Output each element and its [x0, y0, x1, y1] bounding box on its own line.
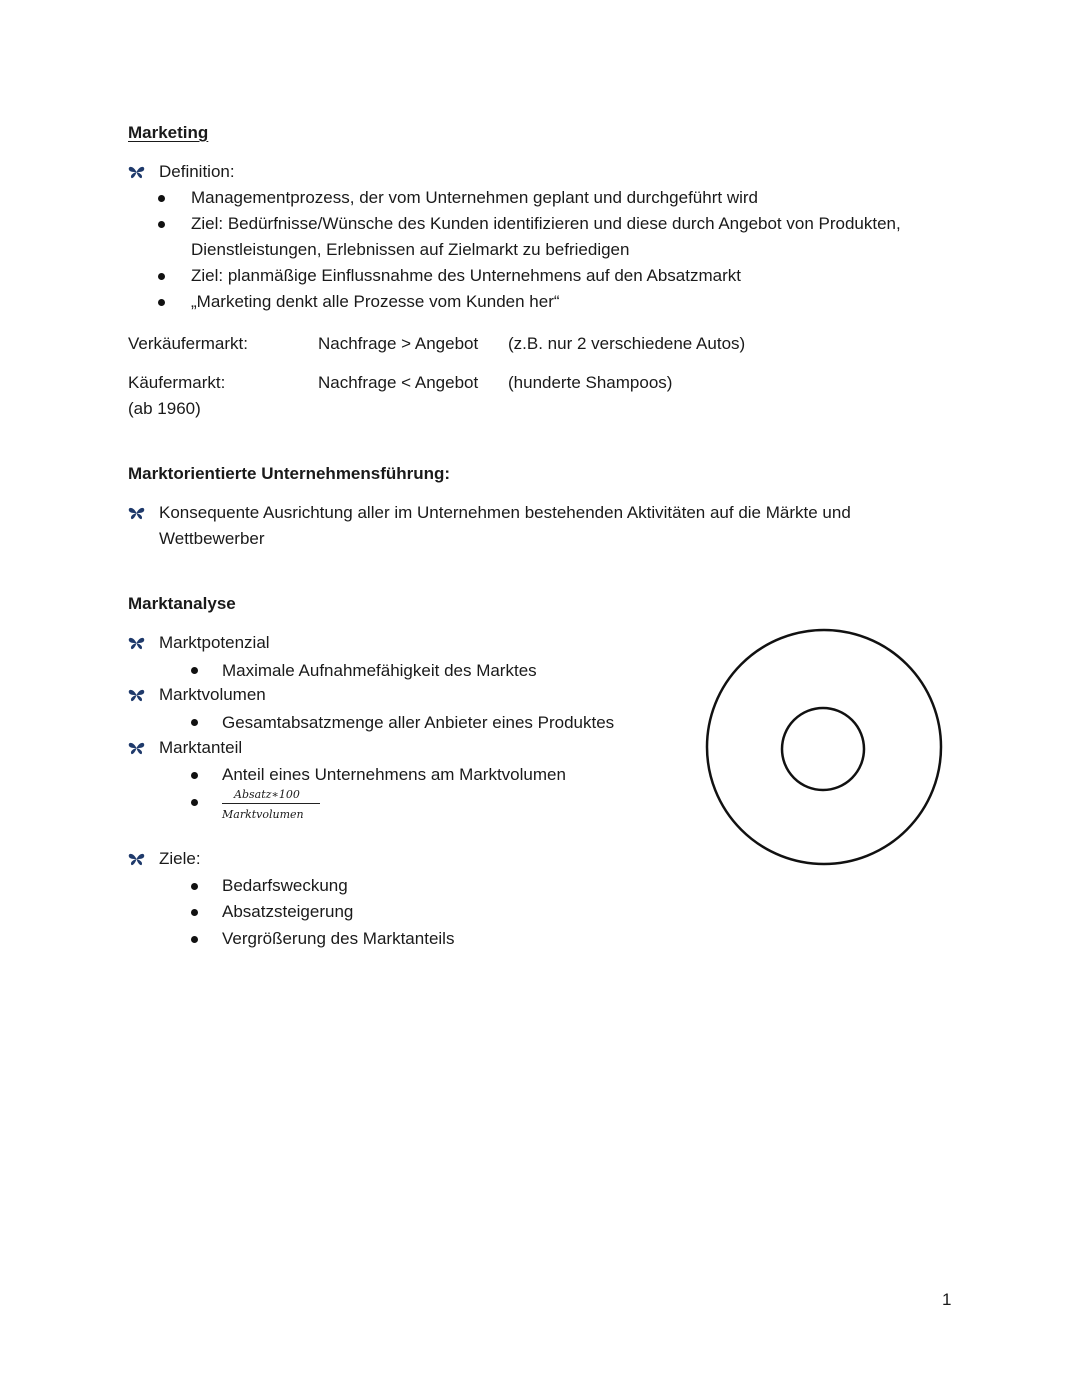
- ziele-bullet-2: Absatzsteigerung: [222, 902, 354, 921]
- ziele-bullet-3: Vergrößerung des Marktanteils: [222, 929, 455, 948]
- page-number: 1: [942, 1290, 952, 1309]
- definition-bullet-2-cont: Dienstleistungen, Erlebnissen auf Zielmarkt zu befriedigen: [191, 240, 630, 259]
- definition-bullet-1: Managementprozess, der vom Unternehmen geplant und durchgeführt wird: [191, 188, 758, 207]
- kaeufermarkt-example: (hunderte Shampoos): [508, 373, 673, 392]
- butterfly-bullet-icon: [128, 852, 145, 866]
- kaeufermarkt-label: Käufermarkt:: [128, 373, 226, 392]
- bullet-dot: [191, 772, 198, 779]
- marktpotenzial-label: Marktpotenzial: [159, 633, 270, 652]
- definition-label: Definition:: [159, 162, 235, 181]
- bullet-dot: [158, 221, 165, 228]
- marktanteil-bullet: Anteil eines Unternehmens am Marktvolumen: [222, 765, 566, 784]
- bullet-dot: [191, 799, 198, 806]
- ziele-label: Ziele:: [159, 849, 201, 868]
- butterfly-bullet-icon: [128, 636, 145, 650]
- verkaeufermarkt-relation: Nachfrage > Angebot: [318, 334, 479, 353]
- verkaeufermarkt-label: Verkäufermarkt:: [128, 334, 248, 353]
- definition-bullet-3: Ziel: planmäßige Einflussnahme des Unternehmens auf den Absatzmarkt: [191, 266, 741, 285]
- verkaeufermarkt-example: (z.B. nur 2 verschiedene Autos): [508, 334, 746, 353]
- butterfly-bullet-icon: [128, 688, 145, 702]
- kaeufermarkt-relation: Nachfrage < Angebot: [318, 373, 479, 392]
- bullet-dot: [191, 936, 198, 943]
- marktorientierte-text-2: Wettbewerber: [159, 529, 265, 548]
- butterfly-bullet-icon: [128, 741, 145, 755]
- marktpotenzial-bullet: Maximale Aufnahmefähigkeit des Marktes: [222, 661, 537, 680]
- butterfly-bullet-icon: [128, 165, 145, 179]
- definition-bullet-2: Ziel: Bedürfnisse/Wünsche des Kunden identifizieren und diese durch Angebot von Produkten,: [191, 214, 901, 233]
- ziele-bullet-1: Bedarfsweckung: [222, 876, 348, 895]
- bullet-dot: [191, 667, 198, 674]
- outer-circle-marktpotenzial: [707, 630, 941, 864]
- bullet-dot: [158, 299, 165, 306]
- marktanteil-label: Marktanteil: [159, 738, 243, 757]
- inner-circle-marktvolumen: [782, 708, 864, 790]
- bullet-dot: [158, 273, 165, 280]
- heading-marktorientierte: Marktorientierte Unternehmensführung:: [128, 464, 451, 483]
- heading-marketing: Marketing: [128, 123, 209, 142]
- marktvolumen-bullet: Gesamtabsatzmenge aller Anbieter eines Produktes: [222, 713, 615, 732]
- bullet-dot: [191, 883, 198, 890]
- bullet-dot: [191, 909, 198, 916]
- butterfly-bullet-icon: [128, 506, 145, 520]
- marktorientierte-text-1: Konsequente Ausrichtung aller im Unternehmen bestehenden Aktivitäten auf die Märkte und: [159, 503, 851, 522]
- kaeufermarkt-sub: (ab 1960): [128, 399, 201, 418]
- marktvolumen-label: Marktvolumen: [159, 685, 266, 704]
- bullet-dot: [191, 719, 198, 726]
- bullet-dot: [158, 195, 165, 202]
- formula-denominator: Marktvolumen: [222, 808, 304, 821]
- market-circles-diagram: [700, 625, 950, 870]
- formula-numerator: Absatz∗100: [234, 788, 300, 801]
- heading-marktanalyse: Marktanalyse: [128, 594, 236, 613]
- definition-bullet-4: „Marketing denkt alle Prozesse vom Kunden her“: [191, 292, 560, 311]
- formula-fraction-line: [222, 803, 320, 804]
